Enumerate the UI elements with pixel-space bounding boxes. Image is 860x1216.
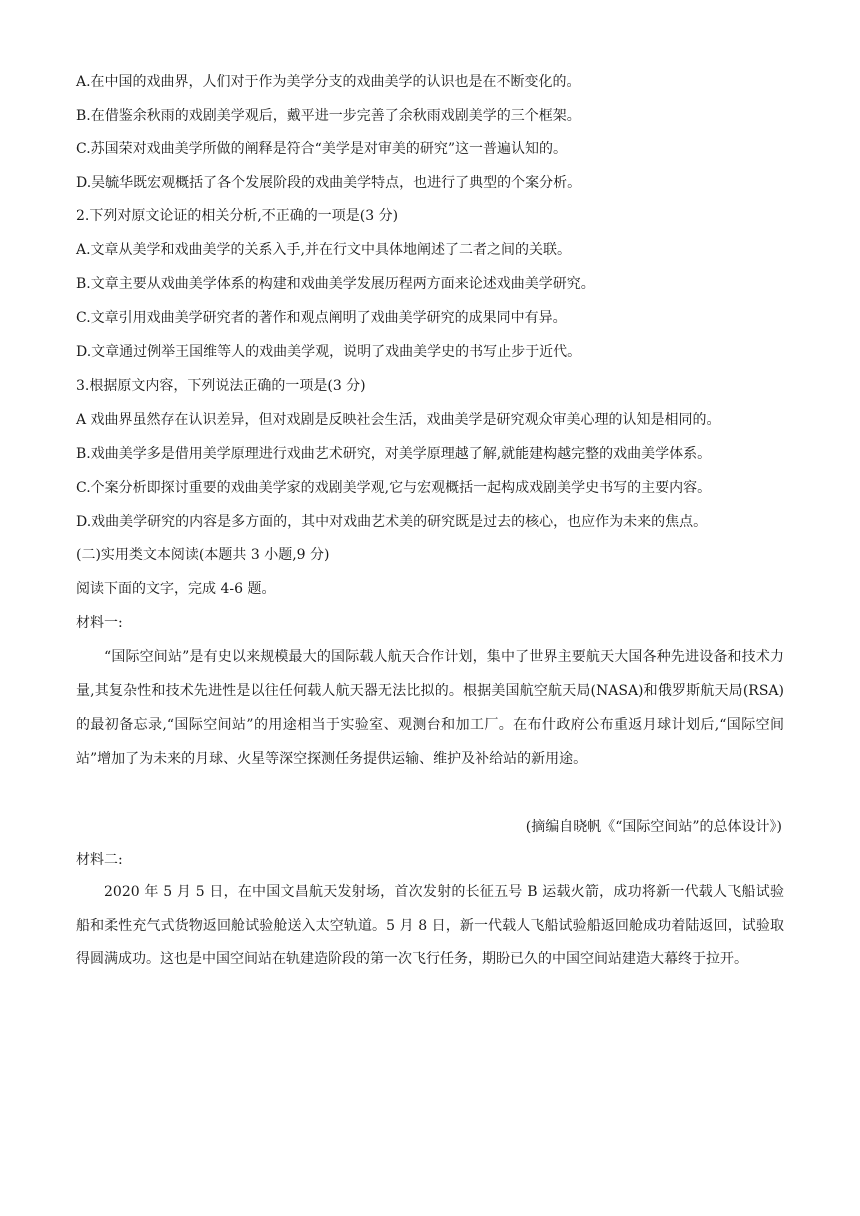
q1-option-d: D.吴毓华既宏观概括了各个发展阶段的戏曲美学特点，也进行了典型的个案分析。 [76,175,582,191]
q3-option-c: C.个案分析即探讨重要的戏曲美学家的戏剧美学观,它与宏观概括一起构成戏剧美学史书写的主要内容。 [76,480,712,496]
material1-source: (摘编自晓帆《“国际空间站”的总体设计》) [525,819,782,835]
section-instruction: 阅读下面的文字，完成 4-6 题。 [76,581,276,597]
q1-option-b: B.在借鉴余秋雨的戏剧美学观后，戴平进一步完善了余秋雨戏剧美学的三个框架。 [76,108,581,124]
q3-option-b: B.戏曲美学多是借用美学原理进行戏曲艺术研究，对美学原理越了解,就能建构越完整的戏曲美学体系。 [76,446,712,462]
q3-option-d: D.戏曲美学研究的内容是多方面的，其中对戏曲艺术美的研究既是过去的核心，也应作为未来的焦点。 [76,514,708,530]
q3-option-a: A 戏曲界虽然存在认识差异，但对戏剧是反映社会生活，戏曲美学是研究观众审美心理的认知是相同的。 [76,412,721,428]
q2-option-b: B.文章主要从戏曲美学体系的构建和戏曲美学发展历程两方面来论述戏曲美学研究。 [76,276,595,292]
q1-option-c: C.苏国荣对戏曲美学所做的阐释是符合“美学是对审美的研究”这一普遍认知的。 [76,141,567,157]
material2-text: 2020 年 5 月 5 日，在中国文昌航天发射场，首次发射的长征五号 B 运载火箭，成功将新一代载人飞船试验船和柔性充气式货物返回舱试验舱送入太空轨道。5 月 8 日，新一代载人飞船试验船返回舱成功着陆返回，试验取得圆满成功。这也是中国空间站在轨建造阶段的第一次飞行任务，期盼已久的中国空间站建造大幕终于拉开。 [76,884,784,967]
material2-label: 材料二: [76,852,123,868]
material1-text: “国际空间站”是有史以来规模最大的国际载人航天合作计划，集中了世界主要航天大国各种先进设备和技术力量,其复杂性和技术先进性是以往任何载人航天器无法比拟的。根据美国航空航天局(NASA)和俄罗斯航天局(RSA)的最初备忘录,“国际空间站”的用途相当于实验室、观测台和加工厂。在布什政府公布重返月球计划后,“国际空间站”增加了为未来的月球、火星等深空探测任务提供运输、维护及补给站的新用途。 [76,649,784,767]
q3-stem: 3.根据原文内容，下列说法正确的一项是(3 分) [76,378,366,394]
section-heading: (二)实用类文本阅读(本题共 3 小题,9 分) [76,547,330,563]
q2-option-c: C.文章引用戏曲美学研究者的著作和观点阐明了戏曲美学研究的成果同中有异。 [76,310,567,326]
q2-option-d: D.文章通过例举王国维等人的戏曲美学观，说明了戏曲美学史的书写止步于近代。 [76,344,582,360]
q2-option-a: A.文章从美学和戏曲美学的关系入手,并在行文中具体地阐述了二者之间的关联。 [76,242,572,258]
q2-stem: 2.下列对原文论证的相关分析,不正确的一项是(3 分) [76,208,399,224]
material1-label: 材料一: [76,615,123,631]
q1-option-a: A.在中国的戏曲界，人们对于作为美学分支的戏曲美学的认识也是在不断变化的。 [76,74,581,90]
